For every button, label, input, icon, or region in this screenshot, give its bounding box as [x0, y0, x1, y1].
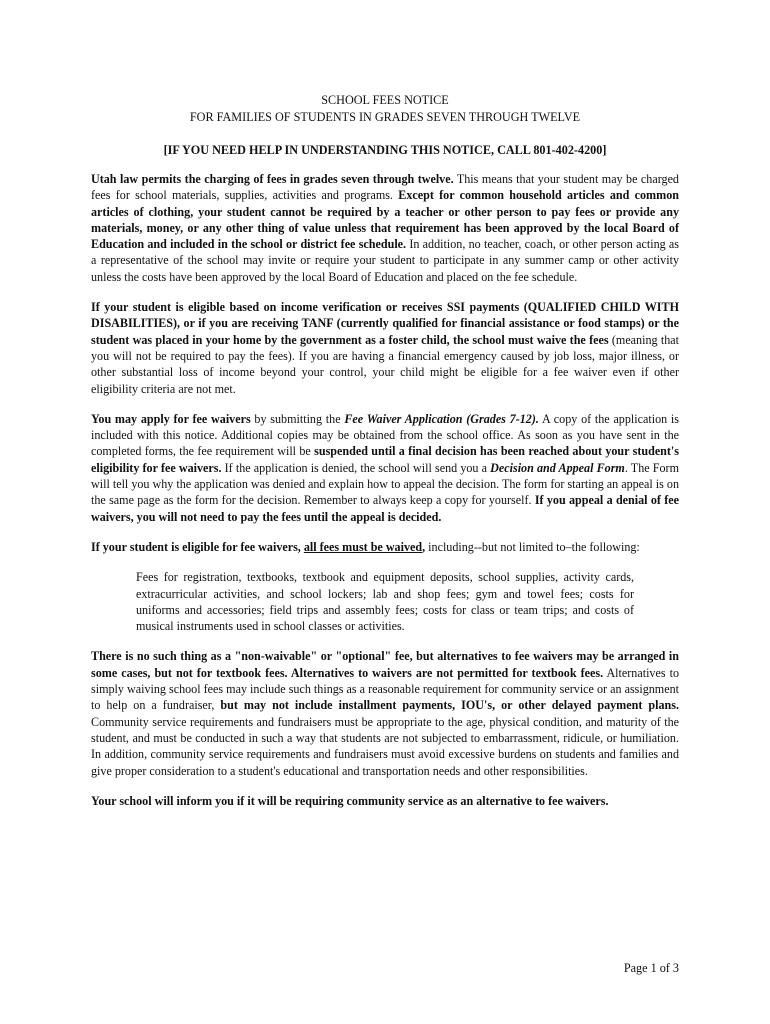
- page-number: Page 1 of 3: [623, 961, 679, 975]
- paragraph-waived: [91, 539, 679, 555]
- text-bold: If your student is eligible based on income verification or receives SSI payments (QUALIFIED CHILD WITH DISABILITIES), or if you are receiving TANF (currently qualified for financial assistance or food stamps) or the student was placed in your home by the government as a foster child, the school must waive the fees: [91, 300, 679, 347]
- text-bold: but may not include installment payments, IOU's, or other delayed payment plans.: [220, 698, 679, 713]
- notice-title: SCHOOL FEES NOTICE: [321, 93, 449, 107]
- text: In addition, no teacher, coach, or other person acting as a representative of the school may invite or require your student to participate in any summer camp or other activity unless the costs have been approved by the local Board of Education and placed on the fee schedule.: [91, 237, 680, 284]
- text: If the application is denied, the school will send you a: [221, 460, 491, 475]
- text-bold: suspended until a final decision has been reached about your student's eligibility for fee waivers.: [91, 444, 680, 475]
- paragraph-utah-law: [91, 171, 679, 285]
- text-bold: If you appeal a denial of fee waivers, you will not need to pay the fees until the appeal is decided.: [91, 493, 679, 524]
- paragraph-community-service: [91, 793, 679, 809]
- paragraph-apply: [91, 411, 679, 525]
- text: Community service requirements and fundraisers must be appropriate to the age, physical condition, and maturity of the student, and must be conducted in such a way that students are not subjected to embarrassment, ridicule, or humiliation. In addition, community service requirements and fundraisers must avoid excessive burdens on students and families and give proper consideration to a student's educational and transportation needs and other responsibilities.: [91, 714, 679, 778]
- text: including--but not limited to–the following:: [425, 539, 640, 554]
- text-bold: Utah law permits the charging of fees in grades seven through twelve.: [91, 172, 454, 186]
- text: . The Form will tell you why the application was denied and explain how to appeal the decision. The form for starting an appeal is on the same page as the form for the decision. Remember to always keep a copy for yourself.: [91, 460, 679, 508]
- help-line: [IF YOU NEED HELP IN UNDERSTANDING THIS NOTICE, CALL 801-402-4200]: [163, 143, 607, 157]
- text-bold: ,: [422, 539, 426, 554]
- text-bold: There is no such thing as a "non-waivable" or "optional" fee, but alternatives to fee waivers may be arranged in some cases, but not for textbook fees. Alternatives to waivers are not permitted for textbook fees.: [91, 649, 679, 680]
- text-bold-italic: Decision and Appeal Form: [490, 460, 625, 475]
- paragraph-eligibility: [91, 299, 679, 397]
- text: (meaning that you will not be required to pay the fees). If you are having a financial emergency caused by job loss, major illness, or other substantial loss of income beyond your control, your child might be eligible for a fee waiver even if other eligibility criteria are not met.: [91, 332, 679, 396]
- paragraph-alternatives: [91, 648, 679, 778]
- text-bold: Except for common household articles and common articles of clothing, your student cannot be required by a teacher or other person to pay fees or provide any materials, money, or any other thing of value unless that requirement has been approved by the local Board of Education and included in the school or district fee schedule.: [91, 188, 679, 252]
- paragraph-fee-list: Fees for registration, textbooks, textbook and equipment deposits, school supplies, activity cards, extracurricular activities, and school lockers; lab and shop fees; gym and towel fees; costs for uniforms and accessories; field trips and assembly fees; costs for class or team trips; and costs of musical instruments used in school classes or activities.: [136, 570, 634, 634]
- notice-subtitle: FOR FAMILIES OF STUDENTS IN GRADES SEVEN THROUGH TWELVE: [189, 110, 581, 124]
- text-bold: If your student is eligible for fee waivers,: [91, 539, 304, 554]
- text-bold-italic: Fee Waiver Application (Grades 7-12).: [344, 411, 539, 426]
- text: This means that your student may be charged fees for school materials, supplies, activities and programs.: [91, 172, 679, 203]
- text: by submitting the: [250, 411, 345, 426]
- text: A copy of the application is included with this notice. Additional copies may be obtained from the school office. As soon as you have sent in the completed forms, the fee requirement will be: [91, 411, 679, 459]
- text-bold: Your school will inform you if it will be requiring community service as an alternative to fee waivers.: [91, 793, 609, 808]
- text-bold-underline: all fees must be waived: [303, 539, 423, 554]
- text-bold: You may apply for fee waivers: [91, 411, 251, 426]
- text: Alternatives to simply waiving school fees may include such things as a reasonable requirement for community service or an assignment to help on a fundraiser,: [91, 665, 679, 713]
